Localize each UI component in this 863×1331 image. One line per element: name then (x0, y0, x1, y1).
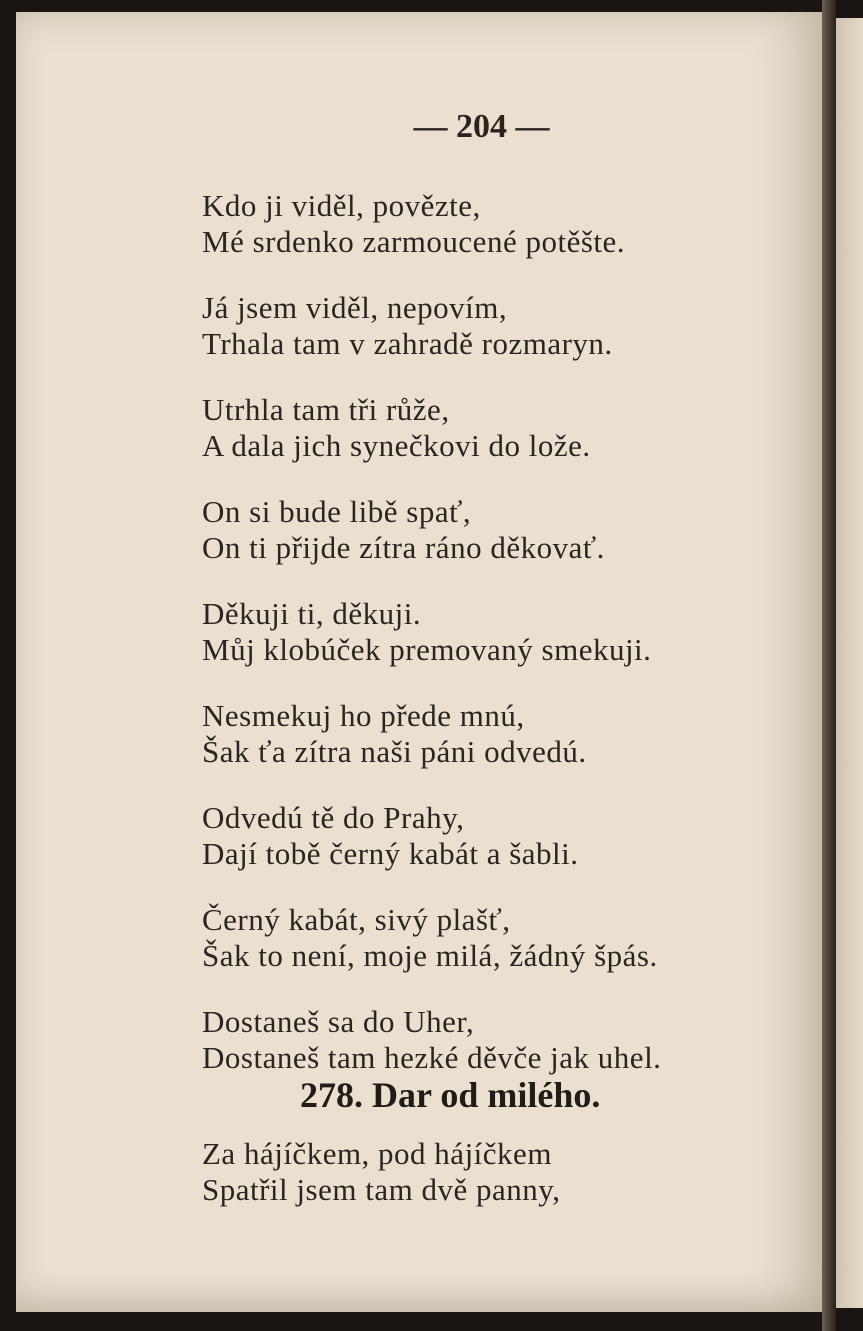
book-gutter (822, 0, 836, 1331)
song-heading: 278. Dar od milého. (300, 1075, 601, 1115)
verse-line: Dají tobě černý kabát a šabli. (202, 836, 579, 871)
verse-line: Nesmekuj ho přede mnú, (202, 698, 525, 733)
stanza (202, 698, 802, 770)
next-page-edge (836, 18, 863, 1308)
verse-line: Dostaneš sa do Uher, (202, 1004, 475, 1039)
verse-line: On si bude libě spať, (202, 494, 472, 529)
stanza (202, 800, 802, 872)
verse-line: Spatřil jsem tam dvě panny, (202, 1172, 561, 1207)
verse-line: Kdo ji viděl, povězte, (202, 188, 481, 223)
verse-line: Dostaneš tam hezké děvče jak uhel. (202, 1040, 662, 1075)
verse-line: Šak to není, moje milá, žádný špás. (202, 938, 658, 973)
verse-line: Děkuji ti, děkuji. (202, 596, 422, 631)
verse-line: Šak ťa zítra naši páni odvedú. (202, 734, 587, 769)
song-text (202, 1136, 802, 1208)
verse-line: Trhala tam v zahradě rozmaryn. (202, 326, 613, 361)
stanza (202, 290, 802, 362)
verse-line: Černý kabát, sivý plašť, (202, 902, 511, 937)
poem-text (202, 188, 802, 1106)
verse-line: A dala jich synečkovi do lože. (202, 428, 591, 463)
stanza (202, 494, 802, 566)
verse-line: Můj klobúček premovaný smekuji. (202, 632, 652, 667)
stanza (202, 188, 802, 260)
verse-line: Mé srdenko zarmoucené potěšte. (202, 224, 626, 259)
verse-line: Za hájíčkem, pod hájíčkem (202, 1136, 552, 1171)
stanza (202, 392, 802, 464)
stanza (202, 596, 802, 668)
verse-line: On ti přijde zítra ráno děkovať. (202, 530, 605, 565)
stanza (202, 902, 802, 974)
verse-line: Odvedú tě do Prahy, (202, 800, 465, 835)
page-number: — 204 — (413, 108, 550, 145)
verse-line: Utrhla tam tři růže, (202, 392, 450, 427)
verse-line: Já jsem viděl, nepovím, (202, 290, 508, 325)
stanza (202, 1004, 802, 1076)
